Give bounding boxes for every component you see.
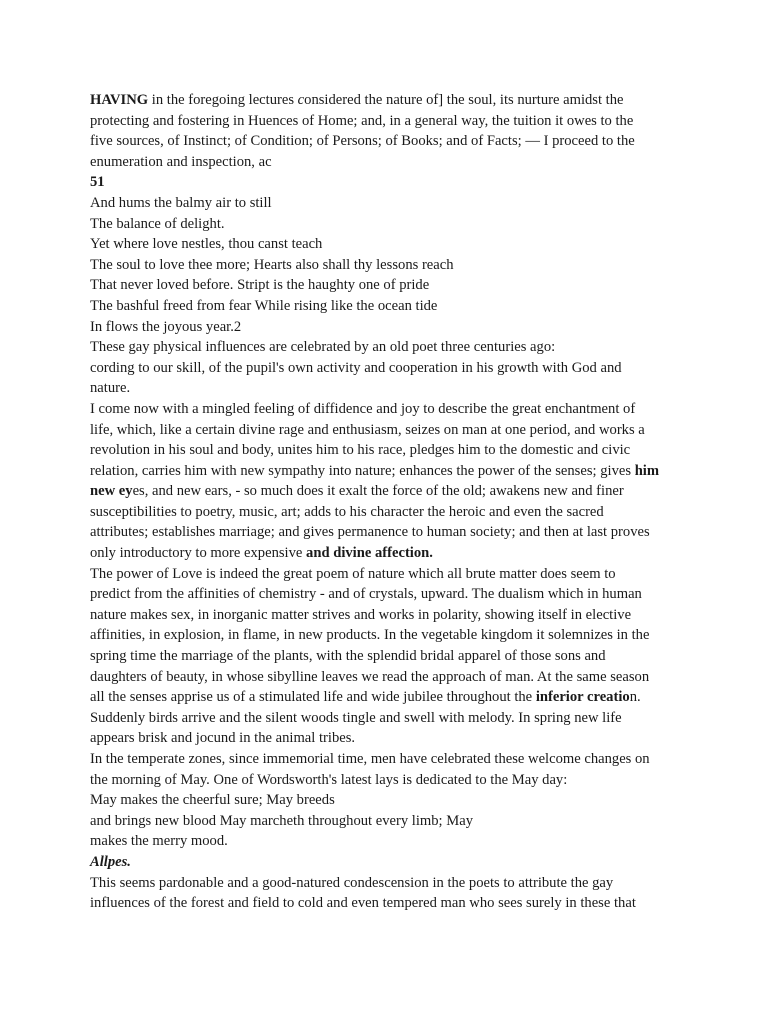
poem1-line: The soul to love thee more; Hearts also shall thy lessons reach (90, 256, 454, 273)
section-heading: Allpes. (90, 853, 131, 870)
para-power-line: daughters of beauty, in whose sibylline leaves we read the approach of man. At the same season (90, 668, 650, 685)
intro-line-3: five sources, of Instinct; of Condition; of Persons; of Books; and of Facts; — I proceed to the (90, 133, 635, 150)
para-power-line: nature makes sex, in inorganic matter strives and works in polarity, showing itself in elective (90, 606, 632, 623)
intro-line-4: enumeration and inspection, ac (90, 153, 272, 170)
poem1-line: The balance of delight. (90, 215, 225, 232)
para-power-line: all the senses apprise us of a stimulated life and wide jubilee throughout the inferior creation. (90, 689, 641, 706)
poem1-line: And hums the balmy air to still (90, 194, 272, 211)
para-come-line: life, which, like a certain divine rage and enthusiasm, seizes on man at one period, and works a (90, 421, 645, 438)
poem1-line: That never loved before. Stript is the haughty one of pride (90, 277, 430, 294)
para-seems-line: influences of the forest and field to cold and even tempered man who sees surely in these that (90, 895, 636, 912)
para-cording-line: cording to our skill, of the pupil's own activity and cooperation in his growth with God and (90, 359, 622, 376)
para-come-line: susceptibilities to poetry, music, art; adds to his character the heroic and even the sacred (90, 503, 604, 520)
intro-line-2: protecting and fostering in Huences of Home; and, in a general way, the tuition it owes to the (90, 112, 634, 129)
para-power-line: spring time the marriage of the plants, with the splendid bridal apparel of those sons and (90, 648, 606, 665)
intro-line-1: HAVING in the foregoing lectures considered the nature of] the soul, its nurture amidst the (90, 92, 624, 108)
para-come-line: revolution in his soul and body, unites him to his race, pledges him to the domestic and civic (90, 442, 631, 459)
para-seems-line: This seems pardonable and a good-natured condescension in the poets to attribute the gay (90, 874, 614, 891)
para-temperate-line: the morning of May. One of Wordsworth's latest lays is dedicated to the May day: (90, 771, 568, 788)
para-come-line: I come now with a mingled feeling of diffidence and joy to describe the great enchantment of (90, 400, 636, 417)
page-number: 51 (90, 174, 105, 191)
poem1-line: The bashful freed from fear While rising like the ocean tide (90, 297, 438, 314)
para-gay-influences: These gay physical influences are celebrated by an old poet three centuries ago: (90, 339, 556, 356)
para-power-line: appears brisk and jocund in the animal tribes. (90, 730, 356, 747)
para-power-line: Suddenly birds arrive and the silent woods tingle and swell with melody. In spring new life (90, 709, 622, 726)
document-page (90, 90, 690, 914)
para-cording-line: nature. (90, 380, 131, 397)
para-power-line: affinities, in explosion, in flame, in new products. In the vegetable kingdom it solemnizes in the (90, 627, 650, 644)
para-come-line: new eyes, and new ears, - so much does it exalt the force of the old; awakens new and finer (90, 483, 624, 500)
para-come-line: only introductory to more expensive and divine affection. (90, 545, 433, 562)
intro-lead-word: HAVING (90, 92, 149, 108)
poem2-line: makes the merry mood. (90, 833, 228, 850)
poem2-line: and brings new blood May marcheth throughout every limb; May (90, 812, 474, 829)
para-temperate-line: In the temperate zones, since immemorial time, men have celebrated these welcome changes on (90, 751, 650, 767)
para-power-line: predict from the affinities of chemistry - and of crystals, upward. The dualism which in human (90, 586, 642, 603)
poem1-line: In flows the joyous year.2 (90, 318, 242, 335)
para-power-line: The power of Love is indeed the great poem of nature which all brute matter does seem to (90, 565, 616, 582)
poem2-line: May makes the cheerful sure; May breeds (90, 792, 335, 809)
para-come-line: relation, carries him with new sympathy into nature; enhances the power of the senses; gives him (90, 462, 660, 479)
para-come-line: attributes; establishes marriage; and gives permanence to human society; and then at last proves (90, 524, 650, 541)
poem1-line: Yet where love nestles, thou canst teach (90, 236, 323, 253)
